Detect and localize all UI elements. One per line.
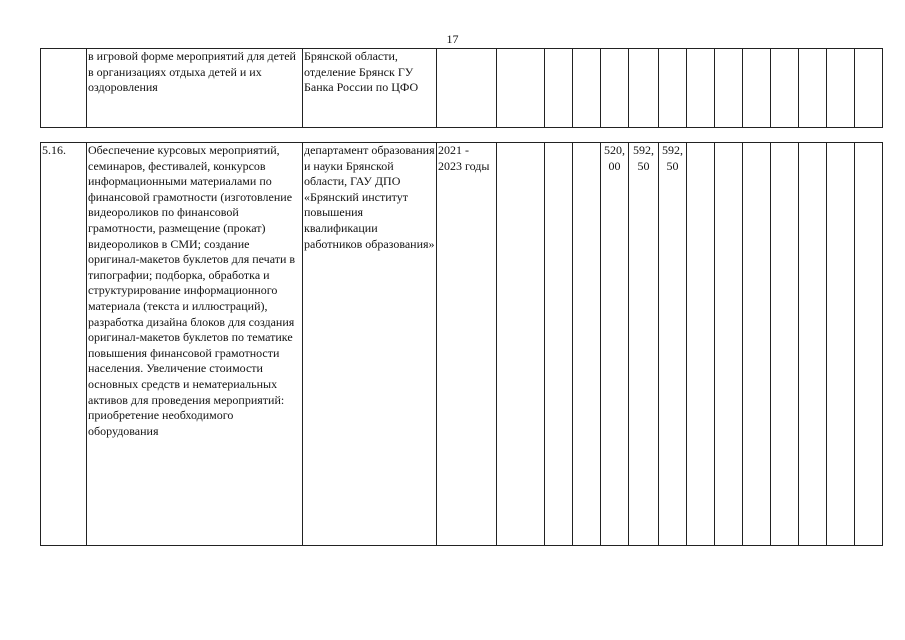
cell-empty (799, 143, 827, 546)
value-2023-line2: 50 (666, 158, 679, 173)
cell-period: 2021 - 2023 годы (437, 143, 497, 546)
cell-empty (827, 49, 855, 128)
cell-empty (659, 49, 687, 128)
value-2023-line1: 592, (662, 143, 683, 157)
cell-source-empty (497, 49, 545, 128)
cell-empty (545, 49, 573, 128)
cell-empty (687, 49, 715, 128)
cell-empty (715, 49, 743, 128)
table-row-gap (41, 128, 883, 143)
cell-description-continued: в игровой форме мероприятий для детей в организациях отдыха детей и их оздоровления (87, 49, 303, 128)
cell-executor-continued: Брянской области, отделение Брянск ГУ Банка России по ЦФО (303, 49, 437, 128)
cell-empty (545, 143, 573, 546)
value-2021-line2: 00 (608, 158, 621, 173)
row-gap (41, 128, 883, 143)
cell-number-empty (41, 49, 87, 128)
cell-executor: департамент образования и науки Брянской области, ГАУ ДПО «Брянский институт повышения квалификации работников образования» (303, 143, 437, 546)
cell-empty (771, 143, 799, 546)
cell-empty (855, 143, 883, 546)
cell-value-2023 (659, 143, 687, 546)
cell-description: Обеспечение курсовых мероприятий, семинаров, фестивалей, конкурсов информационными материалами по финансовой грамотности (изготовление видеороликов по финансовой грамотности, размещение (прокат) видеороликов в СМИ; создание оригинал-макетов буклетов для печати в типографии; подборка, обработка и структурирование информационного материала (текста и иллюстраций), разработка дизайна блоков для создания оригинал-макетов буклетов по тематике повышения финансовой грамотности населения. Увеличение стоимости основных средств и нематериальных активов для проведения мероприятий: приобретение необходимого оборудования (87, 143, 303, 546)
cell-empty (573, 49, 601, 128)
value-2021-line1: 520, (604, 143, 625, 157)
cell-empty (715, 143, 743, 546)
value-2022-line2: 50 (637, 158, 650, 173)
cell-source-empty (497, 143, 545, 546)
cell-empty (827, 143, 855, 546)
cell-value-2022 (629, 143, 659, 546)
cell-value-2021 (601, 143, 629, 546)
cell-empty (629, 49, 659, 128)
cell-empty (687, 143, 715, 546)
table-row-5-16 (41, 143, 883, 546)
cell-empty (743, 49, 771, 128)
cell-empty (799, 49, 827, 128)
cell-empty (573, 143, 601, 546)
cell-empty (601, 49, 629, 128)
cell-empty (855, 49, 883, 128)
table-row-continuation (41, 49, 883, 128)
cell-period-empty (437, 49, 497, 128)
cell-empty (743, 143, 771, 546)
cell-empty (771, 49, 799, 128)
value-2022-line1: 592, (633, 143, 654, 157)
page-number: 17 (446, 32, 459, 46)
program-table (40, 48, 883, 546)
cell-number: 5.16. (41, 143, 87, 546)
